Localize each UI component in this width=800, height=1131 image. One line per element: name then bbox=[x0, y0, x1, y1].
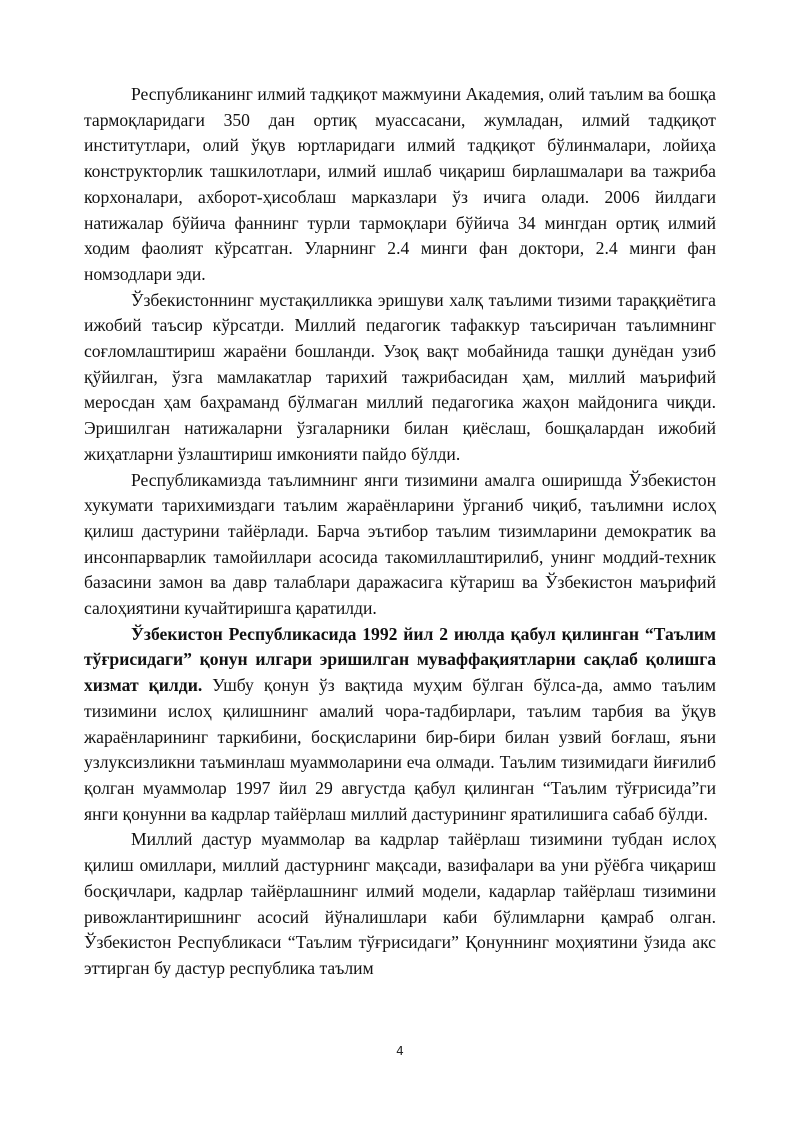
paragraph-3 bbox=[84, 468, 716, 622]
paragraph-4-text: Ушбу қонун ўз вақтида муҳим бўлган бўлса-да, аммо таълим тизимини ислоҳ қилишнинг амалий чора-тадбирлари, таълим тарбия ва ўқув жараёнларининг таркибини, босқисларини бир-бири билан узвий боғлаш, яъни узлуксизликни таъминлаш муаммоларини еча олмади. Таълим тизимидаги йиғилиб қолган муаммолар 1997 йил 29 августда қабул қилинган “Таълим тўғрисида”ги янги қонунни ва кадрлар тайёрлаш миллий дастурининг яратилишига сабаб бўлди. bbox=[84, 675, 716, 824]
document-body bbox=[84, 82, 716, 982]
paragraph-4 bbox=[84, 622, 716, 828]
page-number: 4 bbox=[396, 1044, 404, 1058]
paragraph-1 bbox=[84, 82, 716, 288]
paragraph-1-text: Республиканинг илмий тадқиқот мажмуини Академия, олий таълим ва бошқа тармоқларидаги 350 дан ортиқ муассасани, жумладан, илмий тадқиқот институтлари, олий ўқув юртларидаги илмий тадқиқот бўлинмалари, лойиҳа конструкторлик ташкилотлари, илмий ишлаб чиқариш бирлашмалари ва тажриба корхоналари, ахборот-ҳисоблаш марказлари ўз ичига олади. 2006 йилдаги натижалар бўйича фаннинг турли тармоқлари бўйича 34 мингдан ортиқ илмий ходим фаолият кўрсатган. Уларнинг 2.4 минги фан доктори, 2.4 минги фан номзодлари эди. bbox=[84, 84, 716, 284]
paragraph-2-text: Ўзбекистоннинг мустақилликка эришуви халқ таълими тизими тараққиётига ижобий таъсир кўрсатди. Миллий педагогик тафаккур таъсиричан таълимнинг соғломлаштириш жараёни бошланди. Узоқ вақт мобайнида ташқи дунёдан узиб қўйилган, ўзга мамлакатлар тарихий тажрибасидан ҳам, миллий маърифий меросдан ҳам баҳраманд бўлмаган миллий педагогика жаҳон майдонига чиқди. Эришилган натижаларни ўзгаларники билан қиёслаш, бошқалардан ижобий жиҳатларни ўзлаштириш имконияти пайдо бўлди. bbox=[84, 289, 716, 464]
paragraph-5 bbox=[84, 827, 716, 981]
paragraph-4-bold-lead: Ўзбекистон Республикасида 1992 йил 2 июлда қабул қилинган “Таълим тўғрисидаги” қонун илгари эришилган муваффақиятларни сақлаб қолишга хизмат қилди. bbox=[84, 623, 716, 696]
paragraph-5-text: Миллий дастур муаммолар ва кадрлар тайёрлаш тизимини тубдан ислоҳ қилиш омиллари, миллий дастурнинг мақсади, вазифалари ва уни рўёбга чиқариш босқичлари, кадрлар тайёрлашнинг илмий модели, кадарлар тайёрлаш тизимини ривожлантиришнинг асосий йўналишлари каби бўлимларни қамраб олган. Ўзбекистон Республикаси “Таълим тўғрисидаги” Қонуннинг моҳиятини ўзида акс эттирган бу дастур республика таълим bbox=[84, 829, 716, 978]
paragraph-3-text: Республикамизда таълимнинг янги тизимини амалга оширишда Ўзбекистон хукумати тарихимиздаги таълим жараёнларини ўрганиб чиқиб, таълимни ислоҳ қилиш дастурини тайёрлади. Барча эътибор таълим тизимларини демократик ва инсонпарварлик тамойиллари асосида такомиллаштирилиб, унинг моддий-техник базасини замон ва давр талаблари даражасига кўтариш ва Ўзбекистон маърифий салоҳиятини кучайтиришга қаратилди. bbox=[84, 469, 716, 619]
paragraph-2 bbox=[84, 288, 716, 468]
